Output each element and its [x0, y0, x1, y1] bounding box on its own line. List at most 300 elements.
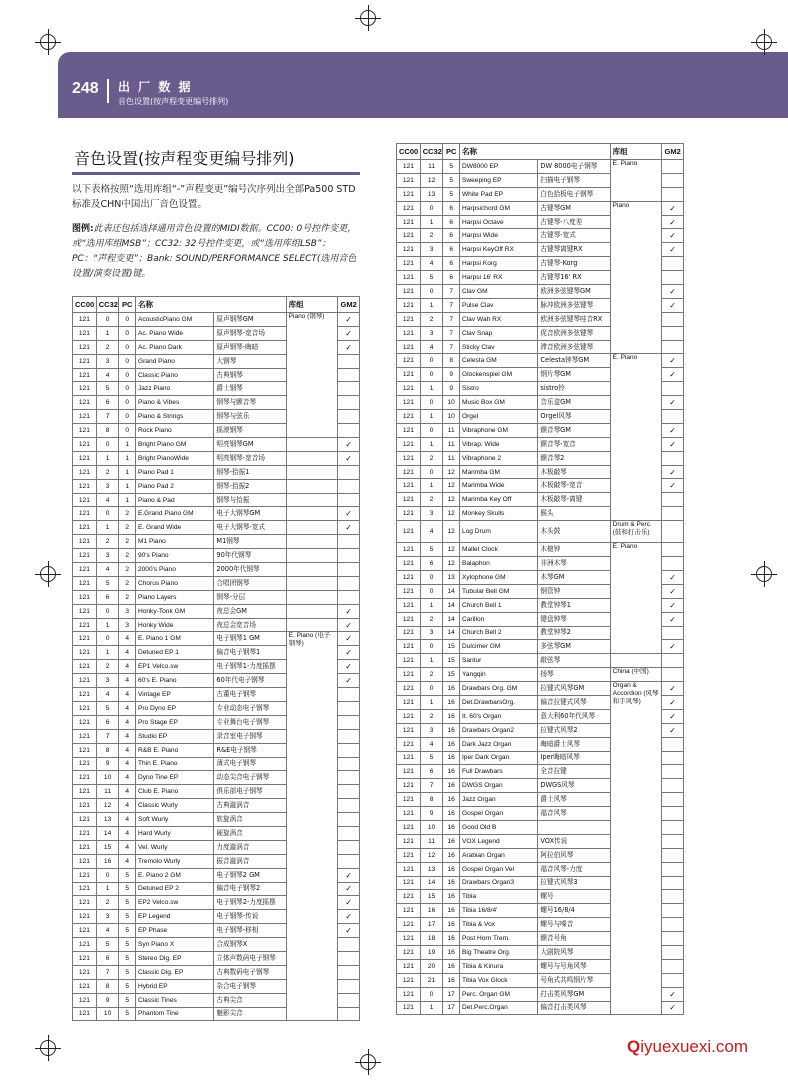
cell-cc32: 1 — [96, 882, 119, 896]
cell-name-cn: 薄式电子钢琴 — [214, 757, 286, 771]
cell-gm2: ✓ — [662, 215, 684, 229]
cell-gm2 — [662, 876, 684, 890]
cell-gm2: ✓ — [662, 695, 684, 709]
col-cc00: CC00 — [397, 144, 421, 160]
cell-name-en: Log Drum — [459, 521, 537, 543]
cell-name-cn: 号角式共鸣钢片琴 — [538, 973, 610, 987]
cell-cc00: 121 — [73, 854, 97, 868]
registration-mark-icon — [40, 1040, 56, 1056]
cell-name-cn: 钢琴与拾振 — [214, 493, 286, 507]
cell-name-cn: 欧洲多弦键琴哇音RX — [538, 312, 610, 326]
cell-cc00: 121 — [397, 918, 421, 932]
cell-name-cn — [538, 820, 610, 834]
cell-name-en: Tibia Vox Glock — [459, 973, 537, 987]
cell-name-en: Honky-Tonk GM — [135, 604, 213, 618]
cell-name-cn: 颤音号角 — [538, 932, 610, 946]
cell-cc00: 121 — [397, 598, 421, 612]
cell-cc00: 121 — [73, 507, 97, 521]
cell-pc: 0 — [119, 424, 136, 438]
cell-pc: 16 — [443, 751, 460, 765]
cell-cc32: 0 — [420, 201, 443, 215]
cell-cc00: 121 — [73, 632, 97, 646]
cell-cc00: 121 — [73, 604, 97, 618]
cell-cc00: 121 — [397, 807, 421, 821]
cell-name-en: E. Grand Wide — [135, 521, 213, 535]
cell-name-en: Classic Tines — [135, 993, 213, 1007]
table-row — [73, 632, 360, 646]
cell-cc32: 3 — [96, 479, 119, 493]
cell-name-cn: 福音风琴 — [538, 807, 610, 821]
cell-gm2 — [662, 507, 684, 521]
cell-gm2: ✓ — [662, 298, 684, 312]
cell-name-en: Sticky Clav — [459, 340, 537, 354]
cell-cc32: 5 — [420, 271, 443, 285]
cell-pc: 16 — [443, 779, 460, 793]
cell-cc32: 2 — [420, 668, 443, 682]
cell-pc: 12 — [443, 521, 460, 543]
cell-pc: 5 — [119, 938, 136, 952]
cell-cc32: 0 — [96, 507, 119, 521]
header-divider — [107, 79, 109, 103]
col-gm2: GM2 — [662, 144, 684, 160]
cell-pc: 9 — [443, 382, 460, 396]
cell-cc32: 4 — [96, 688, 119, 702]
cell-gm2 — [662, 382, 684, 396]
cell-pc: 6 — [443, 201, 460, 215]
cell-pc: 14 — [443, 626, 460, 640]
cell-name-cn: 明亮钢琴-宽音场 — [214, 451, 286, 465]
cell-name-cn: 颤音琴2 — [538, 451, 610, 465]
cell-name-cn: 木槌钟 — [538, 543, 610, 557]
cell-cc00: 121 — [73, 938, 97, 952]
cell-pc: 12 — [443, 557, 460, 571]
cell-name-cn: 猴头 — [538, 507, 610, 521]
cell-cc00: 121 — [397, 848, 421, 862]
cell-pc: 0 — [119, 326, 136, 340]
cell-name-cn: 摇滚钢琴 — [214, 424, 286, 438]
cell-pc: 11 — [443, 437, 460, 451]
watermark-q: Q — [627, 1037, 641, 1056]
cell-cc32: 1 — [96, 618, 119, 632]
cell-gm2 — [338, 549, 360, 563]
cell-cc00: 121 — [73, 451, 97, 465]
table-row — [397, 354, 684, 368]
table-row — [73, 507, 360, 521]
cell-name-en: Piano Layers — [135, 590, 213, 604]
cell-bank: Drum & Perc. (鼓和打击乐) — [610, 521, 662, 543]
cell-name-cn: 白色拾板电子钢琴 — [538, 187, 610, 201]
cell-name-cn: 电子钢琴-传说 — [214, 910, 286, 924]
cell-name-cn: 古键琴-八度差 — [538, 215, 610, 229]
cell-cc00: 121 — [397, 215, 421, 229]
cell-cc32: 0 — [420, 423, 443, 437]
cell-cc00: 121 — [397, 479, 421, 493]
cell-pc: 0 — [119, 354, 136, 368]
cell-name-cn: 扫描电子钢琴 — [538, 173, 610, 187]
cell-name-en: Hybrid EP — [135, 979, 213, 993]
cell-gm2: ✓ — [662, 598, 684, 612]
cell-cc00: 121 — [397, 257, 421, 271]
cell-cc32: 1 — [420, 695, 443, 709]
cell-gm2 — [662, 626, 684, 640]
cell-gm2: ✓ — [338, 521, 360, 535]
cell-pc: 1 — [119, 451, 136, 465]
cell-pc: 6 — [443, 243, 460, 257]
cell-name-en: Soft Wurly — [135, 813, 213, 827]
cell-name-en: Tibia 16/8/4' — [459, 904, 537, 918]
cell-cc00: 121 — [397, 682, 421, 696]
cell-name-cn: 偏音电子钢琴2 — [214, 882, 286, 896]
cell-name-cn: 电子钢琴2 GM — [214, 868, 286, 882]
cell-pc: 2 — [119, 535, 136, 549]
cell-gm2 — [662, 807, 684, 821]
cell-name-en: AcousticPiano GM — [135, 313, 213, 327]
cell-pc: 13 — [443, 570, 460, 584]
cell-cc32: 3 — [96, 354, 119, 368]
cell-name-en: Clav GM — [459, 285, 537, 299]
cell-bank: Piano — [610, 201, 662, 354]
cell-pc: 6 — [443, 215, 460, 229]
cell-cc32: 0 — [420, 570, 443, 584]
cell-name-en: Sistro — [459, 382, 537, 396]
cell-cc32: 16 — [96, 854, 119, 868]
cell-name-en: Tibia — [459, 890, 537, 904]
cell-cc32: 3 — [96, 910, 119, 924]
cell-cc32: 2 — [420, 451, 443, 465]
cell-cc32: 2 — [420, 229, 443, 243]
cell-cc32: 5 — [96, 382, 119, 396]
cell-name-cn: 古典尖音 — [214, 993, 286, 1007]
cell-cc00: 121 — [73, 590, 97, 604]
table-row — [73, 493, 360, 507]
cell-pc: 12 — [443, 543, 460, 557]
cell-name-en: Mallet Clock — [459, 543, 537, 557]
cell-cc00: 121 — [73, 340, 97, 354]
cell-gm2 — [338, 813, 360, 827]
cell-pc: 2 — [119, 521, 136, 535]
cell-name-cn: 专业动态电子钢琴 — [214, 701, 286, 715]
cell-cc32: 4 — [96, 924, 119, 938]
cell-cc00: 121 — [73, 840, 97, 854]
cell-name-cn: 爵士风琴 — [538, 793, 610, 807]
cell-gm2: ✓ — [662, 709, 684, 723]
cell-cc32: 7 — [96, 729, 119, 743]
cell-cc32: 1 — [96, 326, 119, 340]
cell-gm2 — [662, 890, 684, 904]
cell-pc: 16 — [443, 876, 460, 890]
cell-cc32: 17 — [420, 918, 443, 932]
table-row — [397, 201, 684, 215]
cell-cc00: 121 — [397, 465, 421, 479]
cell-cc32: 4 — [420, 340, 443, 354]
cell-bank: E. Piano — [610, 354, 662, 521]
header-subtitle: 音色设置(按声程变更编号排列) — [118, 97, 229, 106]
cell-cc32: 3 — [420, 507, 443, 521]
cell-name-cn: 电子大钢琴GM — [214, 507, 286, 521]
cell-cc32: 0 — [96, 313, 119, 327]
cell-cc32: 4 — [96, 493, 119, 507]
cell-name-en: EP2 Velco.sw — [135, 896, 213, 910]
cell-name-cn: 电子钢琴1-力度摇摆 — [214, 660, 286, 674]
cell-cc00: 121 — [73, 965, 97, 979]
cell-name-cn: 偏音拉键式风琴 — [538, 695, 610, 709]
cell-name-cn: 促音欧洲多弦键琴 — [538, 326, 610, 340]
cell-cc32: 6 — [96, 590, 119, 604]
cell-pc: 2 — [119, 549, 136, 563]
cell-pc: 16 — [443, 959, 460, 973]
table-row — [73, 563, 360, 577]
cell-gm2 — [338, 715, 360, 729]
cell-cc32: 2 — [420, 612, 443, 626]
col-cc00: CC00 — [73, 297, 97, 313]
cell-cc00: 121 — [73, 549, 97, 563]
cell-cc32: 1 — [420, 382, 443, 396]
cell-gm2 — [662, 160, 684, 174]
cell-name-cn: Iper晦暗风琴 — [538, 751, 610, 765]
cell-name-en: Tremolo Wurly — [135, 854, 213, 868]
cell-gm2 — [662, 257, 684, 271]
cell-name-cn: 扬琴 — [538, 668, 610, 682]
cell-name-en: Glockenspiel GM — [459, 368, 537, 382]
cell-name-en: Church Bell 1 — [459, 598, 537, 612]
cell-name-en: Perc. Organ GM — [459, 987, 537, 1001]
section-title: 音色设置(按声程变更编号排列) — [72, 146, 360, 175]
cell-gm2 — [662, 340, 684, 354]
cell-cc32: 2 — [420, 709, 443, 723]
cell-pc: 16 — [443, 945, 460, 959]
cell-cc00: 121 — [397, 354, 421, 368]
cell-cc32: 0 — [420, 368, 443, 382]
cell-cc00: 121 — [397, 298, 421, 312]
cell-pc: 4 — [119, 743, 136, 757]
cell-gm2 — [338, 965, 360, 979]
cell-cc32: 1 — [420, 215, 443, 229]
cell-name-en: 60's E. Piano — [135, 674, 213, 688]
cell-cc00: 121 — [397, 201, 421, 215]
cell-name-cn: 钢管钟 — [538, 584, 610, 598]
legend-label: 图例: — [72, 224, 94, 234]
cell-cc00: 121 — [397, 437, 421, 451]
cell-name-en: Studio EP — [135, 729, 213, 743]
cell-name-cn: 专业舞台电子钢琴 — [214, 715, 286, 729]
cell-pc: 2 — [119, 563, 136, 577]
cell-bank — [286, 438, 338, 452]
cell-name-cn: 力度漩涡音 — [214, 840, 286, 854]
cell-gm2: ✓ — [662, 368, 684, 382]
cell-gm2 — [338, 535, 360, 549]
cell-gm2 — [662, 904, 684, 918]
cell-cc32: 0 — [420, 640, 443, 654]
cell-pc: 5 — [443, 187, 460, 201]
cell-cc00: 121 — [397, 326, 421, 340]
cell-gm2 — [338, 493, 360, 507]
cell-name-en: Dyno Tine EP — [135, 771, 213, 785]
cell-gm2 — [662, 862, 684, 876]
cell-pc: 10 — [443, 410, 460, 424]
cell-cc32: 19 — [420, 945, 443, 959]
cell-cc32: 7 — [96, 410, 119, 424]
cell-cc00: 121 — [73, 757, 97, 771]
section-intro: 以下表格按照“选用库组“-”声程变更”编号次序列出全部Pa500 STD标准及CHN中国出厂音色设置。 — [72, 184, 356, 210]
cell-cc32: 0 — [420, 285, 443, 299]
cell-name-cn: 古董电子钢琴 — [214, 688, 286, 702]
cell-bank — [286, 604, 338, 618]
cell-cc00: 121 — [397, 396, 421, 410]
cell-gm2 — [338, 701, 360, 715]
cell-name-cn: 原声钢琴-宽音场 — [214, 326, 286, 340]
cell-gm2: ✓ — [662, 584, 684, 598]
cell-pc: 4 — [119, 840, 136, 854]
cell-cc32: 6 — [96, 951, 119, 965]
col-cc32: CC32 — [420, 144, 443, 160]
cell-cc32: 4 — [420, 521, 443, 543]
cell-cc32: 8 — [96, 979, 119, 993]
cell-cc00: 121 — [73, 951, 97, 965]
cell-pc: 12 — [443, 507, 460, 521]
cell-cc00: 121 — [73, 993, 97, 1007]
cell-cc32: 3 — [96, 674, 119, 688]
cell-cc00: 121 — [73, 535, 97, 549]
cell-name-cn: 木板敲琴-离键 — [538, 493, 610, 507]
cell-pc: 15 — [443, 654, 460, 668]
cell-name-en: Hard Wurly — [135, 826, 213, 840]
cell-gm2 — [662, 521, 684, 543]
cell-cc32: 4 — [96, 368, 119, 382]
cell-pc: 4 — [119, 785, 136, 799]
cell-pc: 17 — [443, 987, 460, 1001]
cell-cc32: 9 — [96, 757, 119, 771]
cell-gm2 — [662, 173, 684, 187]
cell-cc00: 121 — [73, 424, 97, 438]
cell-cc00: 121 — [397, 834, 421, 848]
cell-name-en: Syn Piano X — [135, 938, 213, 952]
cell-cc32: 2 — [96, 535, 119, 549]
cell-cc32: 0 — [96, 604, 119, 618]
cell-cc00: 121 — [73, 382, 97, 396]
cell-pc: 11 — [443, 423, 460, 437]
cell-cc00: 121 — [73, 799, 97, 813]
site-watermark — [627, 1037, 748, 1057]
cell-cc00: 121 — [397, 668, 421, 682]
cell-gm2 — [338, 479, 360, 493]
cell-pc: 0 — [119, 340, 136, 354]
cell-gm2: ✓ — [338, 868, 360, 882]
cell-name-en: Ac. Piano Dark — [135, 340, 213, 354]
cell-cc32: 11 — [96, 785, 119, 799]
cell-cc32: 0 — [96, 438, 119, 452]
cell-cc00: 121 — [397, 557, 421, 571]
cell-cc32: 1 — [420, 437, 443, 451]
cell-cc00: 121 — [397, 820, 421, 834]
cell-name-cn: 拉键式风琴GM — [538, 682, 610, 696]
cell-name-en: Stereo Dig. EP — [135, 951, 213, 965]
cell-cc00: 121 — [73, 715, 97, 729]
cell-cc00: 121 — [73, 729, 97, 743]
cell-pc: 0 — [119, 396, 136, 410]
header-title: 出 厂 数 据 — [118, 80, 193, 94]
cell-name-cn: 原声钢琴-晦暗 — [214, 340, 286, 354]
cell-name-cn: 古键琴离键RX — [538, 243, 610, 257]
cell-pc: 14 — [443, 612, 460, 626]
cell-name-en: Phantom Tine — [135, 1007, 213, 1021]
cell-name-cn: 欧洲多弦键琴GM — [538, 285, 610, 299]
cell-cc32: 15 — [96, 840, 119, 854]
cell-name-cn: 教堂钟琴2 — [538, 626, 610, 640]
cell-pc: 4 — [119, 826, 136, 840]
cell-gm2 — [662, 668, 684, 682]
table-row — [397, 668, 684, 682]
cell-cc00: 121 — [73, 813, 97, 827]
cell-bank — [610, 654, 662, 668]
cell-bank — [286, 451, 338, 465]
cell-name-cn: 硬旋涡音 — [214, 826, 286, 840]
cell-name-cn: DWGS风琴 — [538, 779, 610, 793]
table-row — [73, 618, 360, 632]
cell-name-cn: M1钢琴 — [214, 535, 286, 549]
cell-pc: 4 — [119, 715, 136, 729]
cell-cc00: 121 — [397, 959, 421, 973]
cell-name-en: 90's Piano — [135, 549, 213, 563]
cell-gm2: ✓ — [662, 570, 684, 584]
cell-pc: 3 — [119, 604, 136, 618]
cell-name-en: E. Piano 1 GM — [135, 632, 213, 646]
cell-name-en: Church Bell 2 — [459, 626, 537, 640]
cell-name-cn: 音乐盒GM — [538, 396, 610, 410]
cell-bank: Piano (钢琴) — [286, 313, 338, 438]
cell-cc00: 121 — [397, 243, 421, 257]
cell-cc00: 121 — [397, 382, 421, 396]
cell-cc32: 0 — [420, 465, 443, 479]
cell-cc32: 14 — [96, 826, 119, 840]
cell-cc00: 121 — [73, 924, 97, 938]
cell-cc32: 0 — [420, 354, 443, 368]
cell-name-en: Drawbars Organ3 — [459, 876, 537, 890]
cell-gm2 — [338, 951, 360, 965]
cell-name-cn: Celesta钟琴GM — [538, 354, 610, 368]
cell-pc: 4 — [119, 729, 136, 743]
cell-gm2 — [338, 854, 360, 868]
cell-gm2 — [338, 354, 360, 368]
cell-pc: 4 — [119, 660, 136, 674]
cell-name-en: VOX Legend — [459, 834, 537, 848]
cell-name-cn: 90年代钢琴 — [214, 549, 286, 563]
cell-name-cn: 夜总会GM — [214, 604, 286, 618]
cell-name-en: Harpsi 16' RX — [459, 271, 537, 285]
cell-cc00: 121 — [73, 493, 97, 507]
cell-pc: 16 — [443, 932, 460, 946]
cell-name-en: Det.Perc.Organ — [459, 1001, 537, 1015]
cell-name-cn: Orgel风琴 — [538, 410, 610, 424]
cell-name-cn: 钢片琴GM — [538, 368, 610, 382]
cell-cc00: 121 — [397, 945, 421, 959]
cell-gm2: ✓ — [662, 723, 684, 737]
cell-pc: 3 — [119, 618, 136, 632]
cell-name-en: Celesta GM — [459, 354, 537, 368]
cell-name-cn: R&E电子钢琴 — [214, 743, 286, 757]
cell-cc00: 121 — [73, 701, 97, 715]
cell-name-cn: 原声钢琴GM — [214, 313, 286, 327]
cell-name-en: E.Grand Piano GM — [135, 507, 213, 521]
cell-gm2 — [662, 751, 684, 765]
cell-cc00: 121 — [397, 285, 421, 299]
cell-name-en: Piano & Vibes — [135, 396, 213, 410]
cell-gm2: ✓ — [338, 451, 360, 465]
cell-bank: E. Piano (电子钢琴) — [286, 632, 338, 1021]
cell-pc: 16 — [443, 737, 460, 751]
cell-cc00: 121 — [397, 507, 421, 521]
cell-cc32: 0 — [420, 396, 443, 410]
cell-name-en: Chorus Piano — [135, 576, 213, 590]
